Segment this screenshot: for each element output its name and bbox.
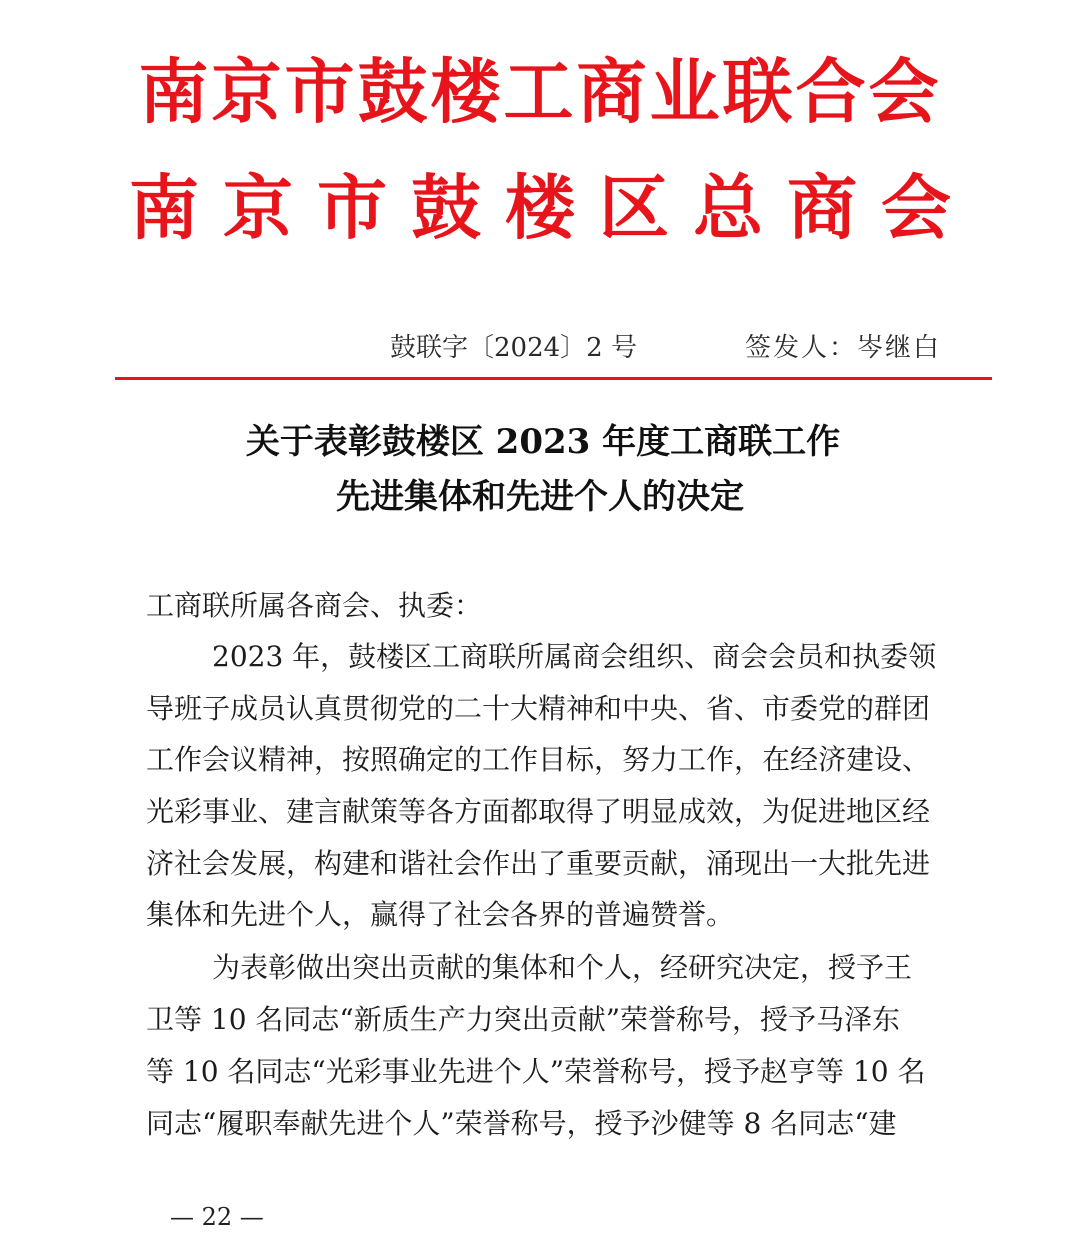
red-divider: [115, 377, 992, 380]
paragraph-1-line: 2023 年，鼓楼区工商联所属商会组织、商会会员和执委领: [212, 640, 937, 673]
paragraph-1-line: 工作会议精神，按照确定的工作目标，努力工作，在经济建设、: [146, 743, 931, 776]
paragraph-1-line: 导班子成员认真贯彻党的二十大精神和中央、省、市委党的群团: [146, 692, 931, 725]
document-title-line-1: 关于表彰鼓楼区 2023 年度工商联工作: [245, 422, 841, 462]
paragraph-2-line: 同志“履职奉献先进个人”荣誉称号，授予沙健等 8 名同志“建: [146, 1107, 897, 1140]
document-title-line-2: 先进集体和先进个人的决定: [336, 477, 744, 517]
page-number: — 22 —: [170, 1203, 264, 1231]
signer: 签发人：岑继白: [745, 333, 942, 363]
paragraph-1-line: 济社会发展，构建和谐社会作出了重要贡献，涌现出一大批先进: [146, 847, 931, 880]
paragraph-2-line: 卫等 10 名同志“新质生产力突出贡献”荣誉称号，授予马泽东: [146, 1003, 901, 1036]
salutation: 工商联所属各商会、执委：: [146, 589, 483, 622]
paragraph-1-line: 光彩事业、建言献策等各方面都取得了明显成效，为促进地区经: [146, 795, 931, 828]
document-meta: [390, 328, 950, 368]
letterhead-org-name-1: 南京市鼓楼工商业联合会: [138, 51, 942, 133]
paragraph-2-line: 等 10 名同志“光彩事业先进个人”荣誉称号，授予赵亨等 10 名: [146, 1055, 926, 1088]
document-number: 鼓联字〔2024〕2 号: [390, 333, 637, 363]
letterhead-org-name-2: 南京市鼓楼区总商会: [129, 167, 975, 249]
paragraph-2-line: 为表彰做出突出贡献的集体和个人，经研究决定，授予王: [212, 951, 913, 984]
paragraph-1-line: 集体和先进个人，赢得了社会各界的普遍赞誉。: [146, 898, 735, 931]
